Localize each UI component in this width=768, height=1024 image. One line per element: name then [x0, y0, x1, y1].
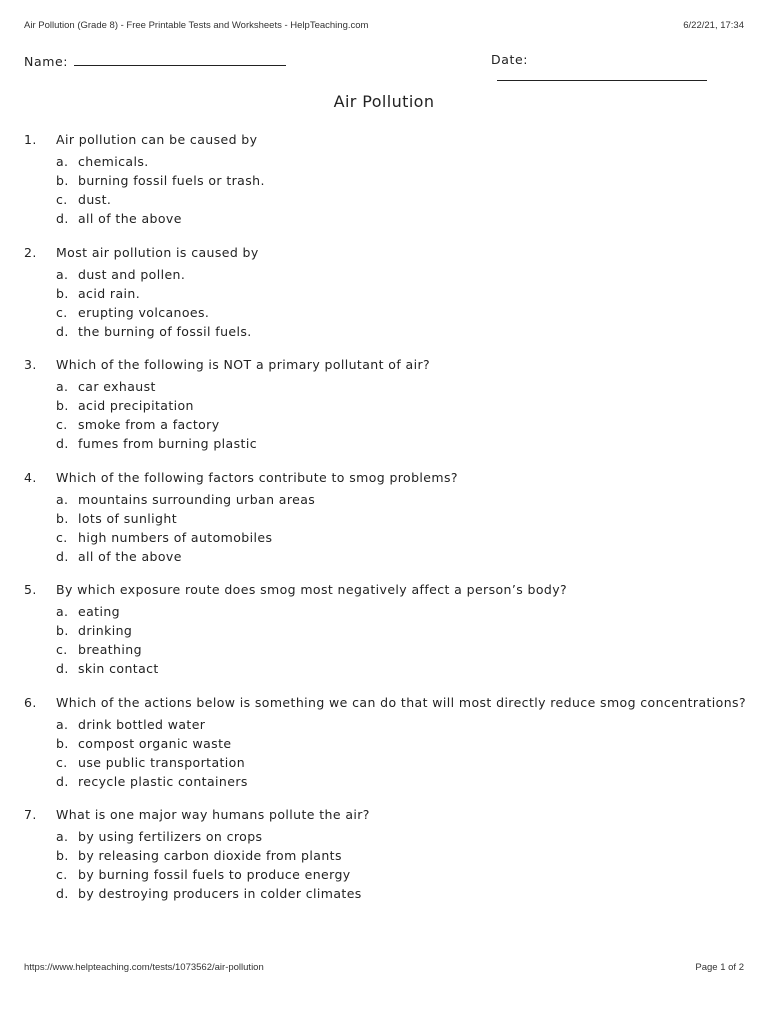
choice-item	[24, 640, 744, 659]
question-number: 5.	[24, 582, 37, 597]
choice-text: dust.	[78, 192, 112, 207]
choice-item	[24, 884, 744, 903]
question-text: What is one major way humans pollute the air?	[56, 807, 370, 822]
choice-letter: c.	[56, 867, 68, 882]
choice-item	[24, 303, 744, 322]
choice-text: skin contact	[78, 661, 159, 676]
choice-item	[24, 490, 744, 509]
choice-letter: d.	[56, 773, 69, 789]
question-4	[24, 468, 744, 581]
question-list	[24, 130, 744, 903]
choice-letter: d.	[56, 886, 69, 901]
question-3	[24, 355, 744, 468]
choice-item	[24, 602, 744, 621]
question-number: 1.	[24, 132, 37, 147]
choice-text: erupting volcanoes.	[78, 304, 210, 320]
choice-text: all of the above	[78, 548, 182, 564]
question-5	[24, 580, 744, 693]
choice-text: breathing	[78, 642, 142, 657]
choice-item	[24, 528, 744, 547]
choice-item	[24, 152, 744, 171]
choice-letter: b.	[56, 285, 69, 301]
choice-text: drink bottled water	[78, 716, 206, 732]
choice-text: by releasing carbon dioxide from plants	[78, 848, 342, 863]
choice-item	[24, 621, 744, 640]
choice-text: by destroying producers in colder climates	[78, 886, 362, 901]
choice-item	[24, 190, 744, 209]
choice-text: chemicals.	[78, 154, 149, 169]
choice-list	[24, 265, 744, 341]
choice-list	[24, 827, 744, 903]
question-text: Which of the actions below is something we can do that will most directly reduce smog concentrations?	[56, 694, 746, 710]
choice-letter: b.	[56, 510, 69, 526]
date-blank-line	[497, 67, 707, 81]
choice-item	[24, 377, 744, 396]
choice-text: high numbers of automobiles	[78, 529, 273, 545]
choice-item	[24, 509, 744, 528]
choice-letter: c.	[56, 304, 68, 320]
choice-item	[24, 434, 744, 453]
choice-text: all of the above	[78, 211, 182, 226]
choice-letter: c.	[56, 192, 68, 207]
choice-list	[24, 152, 744, 228]
choice-letter: b.	[56, 398, 69, 413]
choice-item	[24, 547, 744, 566]
choice-letter: d.	[56, 323, 69, 339]
choice-list	[24, 602, 744, 678]
question-number: 4.	[24, 469, 37, 485]
print-footer-url: https://www.helpteaching.com/tests/1073562/air-pollution	[24, 962, 264, 973]
choice-list	[24, 490, 744, 566]
choice-letter: a.	[56, 716, 69, 732]
date-label: Date:	[491, 52, 529, 67]
choice-item	[24, 171, 744, 190]
choice-text: by using fertilizers on crops	[78, 829, 263, 844]
choice-text: the burning of fossil fuels.	[78, 323, 252, 339]
choice-text: car exhaust	[78, 379, 156, 394]
choice-letter: b.	[56, 173, 69, 188]
choice-letter: c.	[56, 754, 68, 770]
choice-item	[24, 715, 744, 734]
choice-letter: d.	[56, 436, 69, 451]
choice-letter: d.	[56, 548, 69, 564]
choice-item	[24, 322, 744, 341]
choice-text: acid rain.	[78, 285, 141, 301]
question-number: 3.	[24, 357, 37, 372]
choice-letter: a.	[56, 829, 69, 844]
choice-text: drinking	[78, 623, 133, 638]
choice-letter: c.	[56, 642, 68, 657]
choice-text: fumes from burning plastic	[78, 436, 257, 451]
question-2	[24, 243, 744, 356]
question-number: 2.	[24, 244, 37, 260]
choice-letter: b.	[56, 735, 69, 751]
choice-text: lots of sunlight	[78, 510, 177, 526]
question-text: Which of the following factors contribute to smog problems?	[56, 469, 458, 485]
choice-item	[24, 396, 744, 415]
question-number: 6.	[24, 694, 37, 710]
choice-letter: b.	[56, 848, 69, 863]
page-indicator: Page 1 of 2	[695, 962, 744, 973]
choice-item	[24, 865, 744, 884]
date-field	[491, 52, 744, 84]
choice-item	[24, 734, 744, 753]
choice-letter: d.	[56, 661, 69, 676]
name-date-row	[24, 52, 744, 72]
choice-text: use public transportation	[78, 754, 246, 770]
choice-item	[24, 827, 744, 846]
choice-item	[24, 659, 744, 678]
choice-item	[24, 265, 744, 284]
question-7	[24, 805, 744, 903]
choice-letter: c.	[56, 529, 68, 545]
choice-item	[24, 415, 744, 434]
choice-letter: c.	[56, 417, 68, 432]
question-text: Which of the following is NOT a primary pollutant of air?	[56, 357, 431, 372]
choice-text: recycle plastic containers	[78, 773, 248, 789]
choice-text: smoke from a factory	[78, 417, 220, 432]
choice-text: acid precipitation	[78, 398, 194, 413]
question-text: By which exposure route does smog most negatively affect a person’s body?	[56, 582, 568, 597]
choice-list	[24, 377, 744, 453]
choice-letter: a.	[56, 604, 69, 619]
choice-letter: b.	[56, 623, 69, 638]
choice-item	[24, 772, 744, 791]
choice-text: dust and pollen.	[78, 266, 186, 282]
choice-text: by burning fossil fuels to produce energy	[78, 867, 351, 882]
print-header-datetime: 6/22/21, 17:34	[683, 20, 744, 31]
choice-letter: d.	[56, 211, 69, 226]
question-1	[24, 130, 744, 243]
question-text: Most air pollution is caused by	[56, 244, 259, 260]
name-field	[24, 52, 286, 69]
choice-text: burning fossil fuels or trash.	[78, 173, 265, 188]
choice-item	[24, 284, 744, 303]
choice-letter: a.	[56, 491, 69, 507]
choice-item	[24, 846, 744, 865]
choice-text: compost organic waste	[78, 735, 232, 751]
choice-item	[24, 753, 744, 772]
choice-item	[24, 209, 744, 228]
choice-letter: a.	[56, 379, 69, 394]
question-6	[24, 693, 744, 806]
choice-text: mountains surrounding urban areas	[78, 491, 316, 507]
question-number: 7.	[24, 807, 37, 822]
name-label: Name:	[24, 54, 69, 69]
choice-letter: a.	[56, 154, 69, 169]
print-header-title: Air Pollution (Grade 8) - Free Printable Tests and Worksheets - HelpTeaching.com	[24, 20, 369, 31]
choice-text: eating	[78, 604, 120, 619]
choice-list	[24, 715, 744, 791]
question-text: Air pollution can be caused by	[56, 132, 258, 147]
name-blank-line	[74, 52, 286, 66]
worksheet-title: Air Pollution	[333, 92, 435, 111]
choice-letter: a.	[56, 266, 69, 282]
